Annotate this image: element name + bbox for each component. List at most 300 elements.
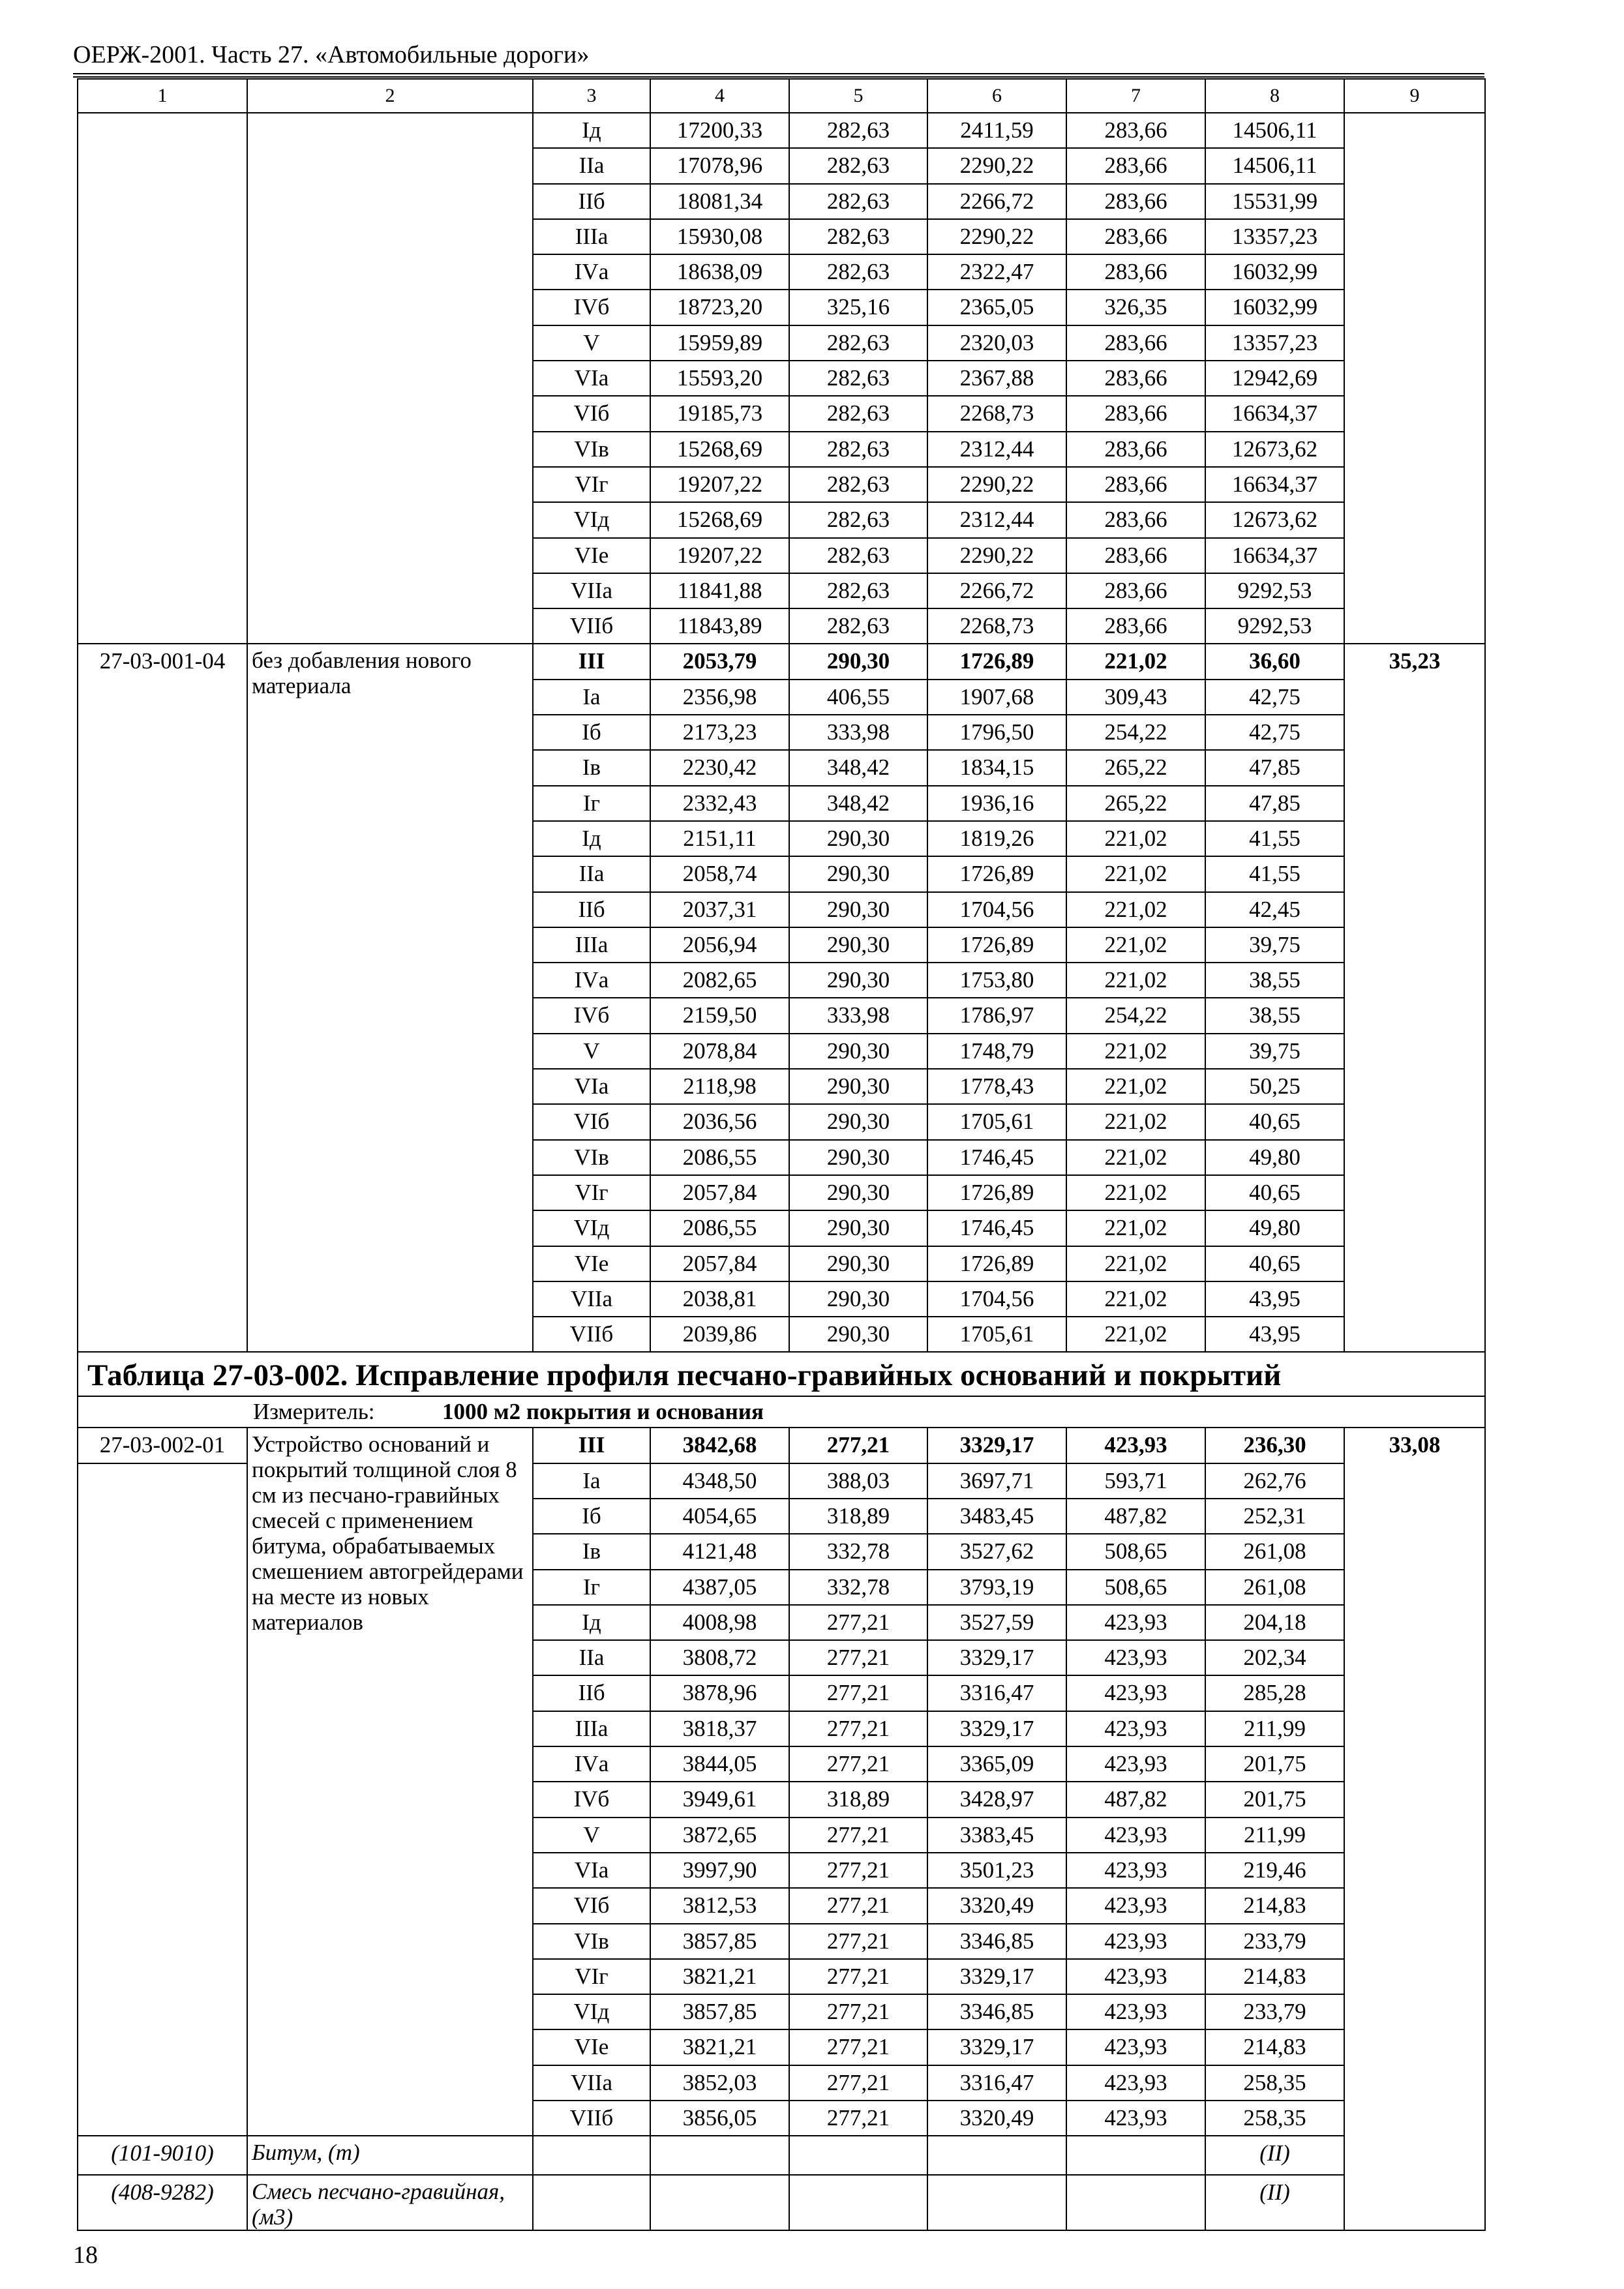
machines-cell: 3329,17 xyxy=(927,1711,1066,1746)
wages-cell: 282,63 xyxy=(789,184,927,219)
materials-cell: 43,95 xyxy=(1205,1281,1344,1317)
machinists-wages-cell: 423,93 xyxy=(1066,1605,1205,1640)
materials-cell: 9292,53 xyxy=(1205,573,1344,608)
machinists-wages-cell: 423,93 xyxy=(1066,1675,1205,1711)
machines-cell: 1796,50 xyxy=(927,715,1066,750)
machinists-wages-cell: 423,93 xyxy=(1066,1959,1205,1994)
materials-cell: 50,25 xyxy=(1205,1069,1344,1104)
wages-cell: 290,30 xyxy=(789,963,927,998)
empty-cell xyxy=(927,2175,1066,2230)
unit-row xyxy=(78,1396,1485,1428)
header-rule xyxy=(73,73,1484,78)
wages-cell: 277,21 xyxy=(789,1888,927,1923)
machines-cell: 1726,89 xyxy=(927,1175,1066,1210)
machinists-wages-cell: 221,02 xyxy=(1066,856,1205,891)
machines-cell: 2367,88 xyxy=(927,361,1066,396)
materials-cell: 262,76 xyxy=(1205,1463,1344,1499)
machinists-wages-cell: 423,93 xyxy=(1066,1428,1205,1463)
material-norm: (II) xyxy=(1205,2136,1344,2174)
wages-cell: 348,42 xyxy=(789,750,927,785)
machines-cell: 1726,89 xyxy=(927,856,1066,891)
machinists-wages-cell: 423,93 xyxy=(1066,1640,1205,1675)
wages-cell: 277,21 xyxy=(789,1959,927,1994)
region-cell: III xyxy=(533,1428,650,1463)
machinists-wages-cell: 423,93 xyxy=(1066,1924,1205,1959)
wages-cell: 332,78 xyxy=(789,1570,927,1605)
machinists-wages-cell: 423,93 xyxy=(1066,2101,1205,2136)
materials-cell: 261,08 xyxy=(1205,1534,1344,1569)
machinists-wages-cell: 283,66 xyxy=(1066,538,1205,573)
materials-cell: 214,83 xyxy=(1205,1959,1344,1994)
materials-cell: 261,08 xyxy=(1205,1570,1344,1605)
direct-cost-cell: 19207,22 xyxy=(650,467,789,502)
machinists-wages-cell: 221,02 xyxy=(1066,892,1205,927)
direct-cost-cell: 2039,86 xyxy=(650,1317,789,1352)
direct-cost-cell: 2159,50 xyxy=(650,998,789,1033)
table-row xyxy=(78,113,1485,148)
wages-cell: 333,98 xyxy=(789,998,927,1033)
wages-cell: 277,21 xyxy=(789,1711,927,1746)
region-cell: III xyxy=(533,644,650,679)
machines-cell: 2322,47 xyxy=(927,254,1066,290)
direct-cost-cell: 19207,22 xyxy=(650,538,789,573)
wages-cell: 282,63 xyxy=(789,148,927,183)
materials-cell: 16634,37 xyxy=(1205,467,1344,502)
machines-cell: 2268,73 xyxy=(927,396,1066,431)
empty-cell xyxy=(789,2136,927,2174)
region-cell: Iв xyxy=(533,750,650,785)
machinists-wages-cell: 221,02 xyxy=(1066,1317,1205,1352)
code-cell: 27-03-002-01 xyxy=(78,1428,247,1463)
machinists-wages-cell: 221,02 xyxy=(1066,963,1205,998)
description-cell xyxy=(247,113,533,644)
region-cell: VIе xyxy=(533,2029,650,2065)
wages-cell: 290,30 xyxy=(789,1210,927,1246)
machinists-wages-cell: 283,66 xyxy=(1066,573,1205,608)
region-cell: IIа xyxy=(533,148,650,183)
materials-cell: 12673,62 xyxy=(1205,502,1344,537)
machines-cell: 3320,49 xyxy=(927,1888,1066,1923)
table-title: Таблица 27-03-002. Исправление профиля песчано-гравийных оснований и покрытий xyxy=(78,1352,1485,1396)
region-cell: Iг xyxy=(533,1570,650,1605)
machines-cell: 3329,17 xyxy=(927,2029,1066,2065)
machines-cell: 2312,44 xyxy=(927,502,1066,537)
wages-cell: 332,78 xyxy=(789,1534,927,1569)
wages-cell: 388,03 xyxy=(789,1463,927,1499)
code-cell xyxy=(78,1463,247,2136)
direct-cost-cell: 3997,90 xyxy=(650,1853,789,1888)
unit-label: Измеритель: xyxy=(253,1399,375,1425)
wages-cell: 282,63 xyxy=(789,325,927,361)
direct-cost-cell: 4387,05 xyxy=(650,1570,789,1605)
materials-cell: 214,83 xyxy=(1205,1888,1344,1923)
region-cell: IVб xyxy=(533,290,650,325)
table-row xyxy=(78,1428,1485,1463)
column-header: 9 xyxy=(1344,79,1485,113)
region-cell: VIг xyxy=(533,467,650,502)
materials-cell: 204,18 xyxy=(1205,1605,1344,1640)
materials-cell: 258,35 xyxy=(1205,2065,1344,2101)
wages-cell: 277,21 xyxy=(789,1818,927,1853)
machines-cell: 1726,89 xyxy=(927,927,1066,963)
machines-cell: 2290,22 xyxy=(927,148,1066,183)
machinists-wages-cell: 221,02 xyxy=(1066,1140,1205,1175)
machinists-wages-cell: 283,66 xyxy=(1066,608,1205,644)
wages-cell: 282,63 xyxy=(789,467,927,502)
materials-cell: 42,75 xyxy=(1205,715,1344,750)
material-code: (101-9010) xyxy=(78,2136,247,2174)
wages-cell: 277,21 xyxy=(789,1994,927,2029)
wages-cell: 282,63 xyxy=(789,608,927,644)
materials-cell: 39,75 xyxy=(1205,927,1344,963)
empty-cell xyxy=(1066,2175,1205,2230)
column-header: 7 xyxy=(1066,79,1205,113)
region-cell: IIб xyxy=(533,184,650,219)
machinists-wages-cell: 283,66 xyxy=(1066,254,1205,290)
materials-cell: 43,95 xyxy=(1205,1317,1344,1352)
machines-cell: 3527,62 xyxy=(927,1534,1066,1569)
region-cell: Iб xyxy=(533,1499,650,1534)
machines-cell: 3483,45 xyxy=(927,1499,1066,1534)
region-cell: VIIб xyxy=(533,608,650,644)
machines-cell: 1753,80 xyxy=(927,963,1066,998)
wages-cell: 406,55 xyxy=(789,680,927,715)
column-header-row xyxy=(78,79,1485,113)
material-row xyxy=(78,2136,1485,2174)
machines-cell: 1705,61 xyxy=(927,1317,1066,1352)
direct-cost-cell: 2086,55 xyxy=(650,1210,789,1246)
column-header: 6 xyxy=(927,79,1066,113)
machinists-wages-cell: 423,93 xyxy=(1066,2029,1205,2065)
machines-cell: 2365,05 xyxy=(927,290,1066,325)
material-row xyxy=(78,2175,1485,2230)
wages-cell: 290,30 xyxy=(789,856,927,891)
materials-cell: 13357,23 xyxy=(1205,219,1344,254)
machinists-wages-cell: 423,93 xyxy=(1066,1711,1205,1746)
machinists-wages-cell: 221,02 xyxy=(1066,927,1205,963)
unit-value: 1000 м2 покрытия и основания xyxy=(442,1399,764,1425)
machinists-wages-cell: 283,66 xyxy=(1066,502,1205,537)
material-code: (408-9282) xyxy=(78,2175,247,2230)
materials-cell: 12673,62 xyxy=(1205,432,1344,467)
region-cell: VIд xyxy=(533,1210,650,1246)
region-cell: Iа xyxy=(533,1463,650,1499)
page-header: ОЕРЖ-2001. Часть 27. «Автомобильные дороги» xyxy=(73,41,590,68)
direct-cost-cell: 4054,65 xyxy=(650,1499,789,1534)
region-cell: Iд xyxy=(533,1605,650,1640)
machines-cell: 2411,59 xyxy=(927,113,1066,148)
region-cell: Iв xyxy=(533,1534,650,1569)
region-cell: IVа xyxy=(533,1746,650,1782)
region-cell: IIб xyxy=(533,892,650,927)
region-cell: VIв xyxy=(533,432,650,467)
machines-cell: 2266,72 xyxy=(927,573,1066,608)
materials-cell: 40,65 xyxy=(1205,1246,1344,1281)
materials-cell: 41,55 xyxy=(1205,856,1344,891)
region-cell: IIIа xyxy=(533,927,650,963)
wages-cell: 277,21 xyxy=(789,1853,927,1888)
machines-cell: 1786,97 xyxy=(927,998,1066,1033)
region-cell: VIв xyxy=(533,1924,650,1959)
direct-cost-cell: 18638,09 xyxy=(650,254,789,290)
direct-cost-cell: 3812,53 xyxy=(650,1888,789,1923)
machines-cell: 1748,79 xyxy=(927,1034,1066,1069)
machinists-wages-cell: 221,02 xyxy=(1066,1104,1205,1139)
machines-cell: 1705,61 xyxy=(927,1104,1066,1139)
materials-cell: 211,99 xyxy=(1205,1711,1344,1746)
direct-cost-cell: 15959,89 xyxy=(650,325,789,361)
direct-cost-cell: 19185,73 xyxy=(650,396,789,431)
machines-cell: 1834,15 xyxy=(927,750,1066,785)
materials-cell: 39,75 xyxy=(1205,1034,1344,1069)
materials-cell: 40,65 xyxy=(1205,1104,1344,1139)
unit-cell xyxy=(78,1396,1485,1428)
region-cell: IIа xyxy=(533,1640,650,1675)
machines-cell: 1907,68 xyxy=(927,680,1066,715)
direct-cost-cell: 2058,74 xyxy=(650,856,789,891)
direct-cost-cell: 3818,37 xyxy=(650,1711,789,1746)
materials-cell: 15531,99 xyxy=(1205,184,1344,219)
machines-cell: 1704,56 xyxy=(927,892,1066,927)
region-cell: Iд xyxy=(533,113,650,148)
machinists-wages-cell: 487,82 xyxy=(1066,1499,1205,1534)
wages-cell: 290,30 xyxy=(789,821,927,856)
machines-cell: 1778,43 xyxy=(927,1069,1066,1104)
materials-cell: 233,79 xyxy=(1205,1994,1344,2029)
direct-cost-cell: 15268,69 xyxy=(650,432,789,467)
code-cell: 27-03-001-04 xyxy=(78,644,247,1352)
machines-cell: 3329,17 xyxy=(927,1428,1066,1463)
region-cell: IVб xyxy=(533,1782,650,1817)
machines-cell: 3346,85 xyxy=(927,1924,1066,1959)
machines-cell: 3329,17 xyxy=(927,1959,1066,1994)
machines-cell: 1936,16 xyxy=(927,786,1066,821)
machines-cell: 3383,45 xyxy=(927,1818,1066,1853)
direct-cost-cell: 2037,31 xyxy=(650,892,789,927)
wages-cell: 333,98 xyxy=(789,715,927,750)
column-header: 8 xyxy=(1205,79,1344,113)
machines-cell: 2290,22 xyxy=(927,219,1066,254)
materials-cell: 214,83 xyxy=(1205,2029,1344,2065)
region-cell: VIб xyxy=(533,1888,650,1923)
direct-cost-cell: 3821,21 xyxy=(650,2029,789,2065)
wages-cell: 277,21 xyxy=(789,1605,927,1640)
materials-cell: 201,75 xyxy=(1205,1782,1344,1817)
materials-cell: 211,99 xyxy=(1205,1818,1344,1853)
empty-cell xyxy=(533,2136,650,2174)
region-cell: IVа xyxy=(533,963,650,998)
machinists-wages-cell: 508,65 xyxy=(1066,1534,1205,1569)
wages-cell: 290,30 xyxy=(789,1281,927,1317)
wages-cell: 282,63 xyxy=(789,361,927,396)
materials-cell: 40,65 xyxy=(1205,1175,1344,1210)
region-cell: VIе xyxy=(533,538,650,573)
wages-cell: 282,63 xyxy=(789,432,927,467)
machinists-wages-cell: 221,02 xyxy=(1066,821,1205,856)
region-cell: VIIб xyxy=(533,1317,650,1352)
direct-cost-cell: 15593,20 xyxy=(650,361,789,396)
region-cell: IIб xyxy=(533,1675,650,1711)
materials-cell: 219,46 xyxy=(1205,1853,1344,1888)
direct-cost-cell: 4348,50 xyxy=(650,1463,789,1499)
region-cell: V xyxy=(533,1818,650,1853)
materials-cell: 16032,99 xyxy=(1205,290,1344,325)
direct-cost-cell: 15268,69 xyxy=(650,502,789,537)
region-cell: VIд xyxy=(533,1994,650,2029)
region-cell: Iб xyxy=(533,715,650,750)
direct-cost-cell: 18081,34 xyxy=(650,184,789,219)
machinists-wages-cell: 283,66 xyxy=(1066,113,1205,148)
region-cell: VIа xyxy=(533,1853,650,1888)
wages-cell: 290,30 xyxy=(789,1175,927,1210)
wages-cell: 277,21 xyxy=(789,1640,927,1675)
direct-cost-cell: 3842,68 xyxy=(650,1428,789,1463)
machinists-wages-cell: 221,02 xyxy=(1066,1069,1205,1104)
region-cell: V xyxy=(533,325,650,361)
direct-cost-cell: 2053,79 xyxy=(650,644,789,679)
materials-cell: 12942,69 xyxy=(1205,361,1344,396)
direct-cost-cell: 2057,84 xyxy=(650,1175,789,1210)
machines-cell: 2312,44 xyxy=(927,432,1066,467)
direct-cost-cell: 2332,43 xyxy=(650,786,789,821)
wages-cell: 282,63 xyxy=(789,396,927,431)
labor-cell: 35,23 xyxy=(1344,644,1485,1352)
machinists-wages-cell: 221,02 xyxy=(1066,1246,1205,1281)
materials-cell: 252,31 xyxy=(1205,1499,1344,1534)
region-cell: V xyxy=(533,1034,650,1069)
wages-cell: 325,16 xyxy=(789,290,927,325)
machinists-wages-cell: 508,65 xyxy=(1066,1570,1205,1605)
machinists-wages-cell: 487,82 xyxy=(1066,1782,1205,1817)
materials-cell: 236,30 xyxy=(1205,1428,1344,1463)
direct-cost-cell: 11843,89 xyxy=(650,608,789,644)
wages-cell: 282,63 xyxy=(789,573,927,608)
direct-cost-cell: 18723,20 xyxy=(650,290,789,325)
materials-cell: 16634,37 xyxy=(1205,538,1344,573)
material-name: Смесь песчано-гравийная, (м3) xyxy=(247,2175,533,2230)
wages-cell: 277,21 xyxy=(789,2101,927,2136)
machines-cell: 1819,26 xyxy=(927,821,1066,856)
materials-cell: 36,60 xyxy=(1205,644,1344,679)
machinists-wages-cell: 221,02 xyxy=(1066,1034,1205,1069)
direct-cost-cell: 2036,56 xyxy=(650,1104,789,1139)
region-cell: VIе xyxy=(533,1246,650,1281)
region-cell: IVа xyxy=(533,254,650,290)
materials-cell: 16032,99 xyxy=(1205,254,1344,290)
machines-cell: 1746,45 xyxy=(927,1140,1066,1175)
empty-cell xyxy=(650,2175,789,2230)
machines-cell: 2290,22 xyxy=(927,467,1066,502)
column-header: 5 xyxy=(789,79,927,113)
machinists-wages-cell: 283,66 xyxy=(1066,396,1205,431)
direct-cost-cell: 4121,48 xyxy=(650,1534,789,1569)
materials-cell: 42,45 xyxy=(1205,892,1344,927)
region-cell: VIа xyxy=(533,361,650,396)
column-header: 4 xyxy=(650,79,789,113)
region-cell: Iд xyxy=(533,821,650,856)
machinists-wages-cell: 423,93 xyxy=(1066,1818,1205,1853)
wages-cell: 282,63 xyxy=(789,254,927,290)
materials-cell: 38,55 xyxy=(1205,963,1344,998)
machinists-wages-cell: 283,66 xyxy=(1066,325,1205,361)
description-cell: Устройство оснований и покрытий толщиной слоя 8 см из песчано-гравийных смесей с применением битума, обрабатываемых смешением автогрейдерами на месте из новых материалов xyxy=(247,1428,533,2136)
machines-cell: 1746,45 xyxy=(927,1210,1066,1246)
region-cell: VIв xyxy=(533,1140,650,1175)
direct-cost-cell: 2056,94 xyxy=(650,927,789,963)
machines-cell: 3697,71 xyxy=(927,1463,1066,1499)
machinists-wages-cell: 221,02 xyxy=(1066,644,1205,679)
region-cell: IVб xyxy=(533,998,650,1033)
region-cell: VIа xyxy=(533,1069,650,1104)
direct-cost-cell: 3852,03 xyxy=(650,2065,789,2101)
direct-cost-cell: 2086,55 xyxy=(650,1140,789,1175)
region-cell: VIIа xyxy=(533,573,650,608)
direct-cost-cell: 2038,81 xyxy=(650,1281,789,1317)
wages-cell: 290,30 xyxy=(789,1034,927,1069)
wages-cell: 282,63 xyxy=(789,219,927,254)
region-cell: IIIа xyxy=(533,219,650,254)
wages-cell: 282,63 xyxy=(789,113,927,148)
material-norm: (II) xyxy=(1205,2175,1344,2230)
direct-cost-cell: 3872,65 xyxy=(650,1818,789,1853)
empty-cell xyxy=(533,2175,650,2230)
wages-cell: 277,21 xyxy=(789,2029,927,2065)
empty-cell xyxy=(789,2175,927,2230)
materials-cell: 9292,53 xyxy=(1205,608,1344,644)
machines-cell: 3793,19 xyxy=(927,1570,1066,1605)
column-header: 1 xyxy=(78,79,247,113)
wages-cell: 277,21 xyxy=(789,2065,927,2101)
wages-cell: 277,21 xyxy=(789,1428,927,1463)
materials-cell: 49,80 xyxy=(1205,1140,1344,1175)
machines-cell: 2290,22 xyxy=(927,538,1066,573)
machines-cell: 1726,89 xyxy=(927,1246,1066,1281)
direct-cost-cell: 3856,05 xyxy=(650,2101,789,2136)
direct-cost-cell: 3844,05 xyxy=(650,1746,789,1782)
direct-cost-cell: 2082,65 xyxy=(650,963,789,998)
machinists-wages-cell: 265,22 xyxy=(1066,750,1205,785)
description-cell: без добавления нового материала xyxy=(247,644,533,1352)
machinists-wages-cell: 254,22 xyxy=(1066,715,1205,750)
machinists-wages-cell: 283,66 xyxy=(1066,184,1205,219)
direct-cost-cell: 15930,08 xyxy=(650,219,789,254)
wages-cell: 290,30 xyxy=(789,1069,927,1104)
empty-cell xyxy=(927,2136,1066,2174)
direct-cost-cell: 2356,98 xyxy=(650,680,789,715)
materials-cell: 233,79 xyxy=(1205,1924,1344,1959)
materials-cell: 285,28 xyxy=(1205,1675,1344,1711)
machines-cell: 2320,03 xyxy=(927,325,1066,361)
machines-cell: 3316,47 xyxy=(927,2065,1066,2101)
machinists-wages-cell: 423,93 xyxy=(1066,2065,1205,2101)
wages-cell: 282,63 xyxy=(789,502,927,537)
wages-cell: 290,30 xyxy=(789,644,927,679)
table-title-row xyxy=(78,1352,1485,1396)
direct-cost-cell: 2118,98 xyxy=(650,1069,789,1104)
machinists-wages-cell: 265,22 xyxy=(1066,786,1205,821)
direct-cost-cell: 3857,85 xyxy=(650,1994,789,2029)
machinists-wages-cell: 326,35 xyxy=(1066,290,1205,325)
direct-cost-cell: 2057,84 xyxy=(650,1246,789,1281)
materials-cell: 14506,11 xyxy=(1205,148,1344,183)
region-cell: VIб xyxy=(533,396,650,431)
machines-cell: 1726,89 xyxy=(927,644,1066,679)
machines-cell: 3346,85 xyxy=(927,1994,1066,2029)
wages-cell: 290,30 xyxy=(789,1104,927,1139)
materials-cell: 38,55 xyxy=(1205,998,1344,1033)
labor-cell: 33,08 xyxy=(1344,1428,1485,2230)
rates-table xyxy=(77,78,1486,2231)
